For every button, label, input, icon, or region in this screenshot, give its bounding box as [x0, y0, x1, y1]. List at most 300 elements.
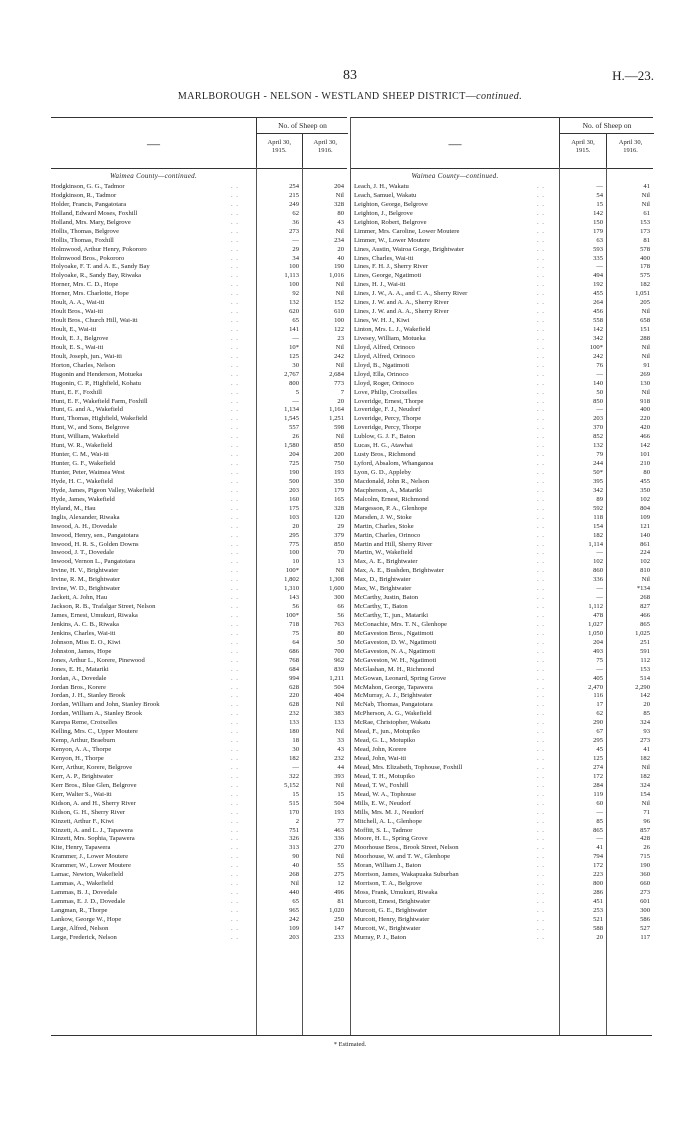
- table-row: [351, 317, 653, 326]
- leader-dots: . .: [231, 451, 239, 459]
- owner-name: Jordan, William and John, Stanley Brook: [51, 701, 160, 709]
- owner-name: Lloyd, B., Ngatimoti: [354, 361, 410, 369]
- sheep-1915: 109: [289, 924, 299, 932]
- sheep-1916: Nil: [641, 308, 650, 316]
- sheep-1916: 80: [643, 469, 650, 476]
- leader-dots: . .: [231, 361, 239, 369]
- table-row: [51, 809, 347, 818]
- leader-dots: . .: [537, 370, 545, 378]
- sheep-1915: 994: [289, 674, 299, 682]
- owner-name: Hoult, A. A., Wai-iti: [51, 299, 105, 307]
- owner-name: Horner, Mrs. C. D., Hope: [51, 281, 119, 289]
- owner-name: Hoult, E. J., Belgrove: [51, 334, 109, 342]
- sheep-1916: 154: [640, 790, 650, 798]
- sheep-1916: 122: [334, 326, 344, 333]
- sheep-1916: 1,025: [635, 629, 650, 637]
- sheep-1916: 12: [337, 880, 344, 888]
- sheep-1915: 451: [593, 898, 603, 905]
- owner-name: Kerr, Arthur, Korere, Belgrove: [51, 763, 133, 771]
- leader-dots: . .: [537, 915, 545, 923]
- sheep-1915: 182: [593, 531, 603, 539]
- leader-dots: . .: [537, 906, 545, 914]
- sheep-1916: Nil: [335, 290, 344, 298]
- sheep-1915: 370: [593, 424, 603, 432]
- table-row: [351, 621, 653, 630]
- sheep-1915: 75: [596, 656, 603, 664]
- owner-name: Lines, F. H. J., Sherry River: [354, 263, 428, 271]
- table-row: [51, 317, 347, 326]
- sheep-1916: Nil: [335, 781, 344, 789]
- leader-dots: . .: [231, 817, 239, 825]
- leader-dots: . .: [537, 540, 545, 548]
- leader-dots: . .: [231, 558, 239, 566]
- owner-name: Inwood, Henry, sen., Pangatotara: [51, 531, 139, 539]
- table-row: [351, 934, 653, 943]
- sheep-1915: 493: [593, 647, 603, 655]
- owner-name: Loveridge, Percy, Thorpe: [354, 415, 422, 423]
- table-row: [51, 210, 347, 219]
- sheep-1916: 220: [640, 415, 650, 423]
- leader-dots: . .: [231, 898, 239, 905]
- leader-dots: . .: [537, 424, 545, 432]
- sheep-1915: 100*: [589, 343, 603, 351]
- table-row: [351, 728, 653, 737]
- sheep-1915: 20: [596, 933, 603, 941]
- sheep-1916: 205: [640, 299, 650, 307]
- owner-name: Lloyd, Alfred, Orinoco: [354, 352, 415, 360]
- table-row: [351, 514, 653, 523]
- owner-name: Murcott, Ernest, Brightwater: [354, 898, 431, 905]
- sheep-1915: 494: [593, 272, 603, 280]
- sheep-1916: 80: [337, 209, 344, 217]
- sheep-1915: 215: [289, 191, 299, 199]
- table-row: [351, 308, 653, 317]
- sheep-1916: 504: [334, 799, 344, 807]
- owner-name: Krammer, J., Lower Moutere: [51, 853, 129, 861]
- table-row: [51, 728, 347, 737]
- sheep-1916: Nil: [335, 191, 344, 199]
- leader-dots: . .: [231, 326, 239, 333]
- sheep-1916: 233: [334, 933, 344, 941]
- owner-name: Hunt, G. and A., Wakefield: [51, 406, 123, 414]
- leader-dots: . .: [537, 308, 545, 316]
- sheep-1915: 232: [289, 710, 299, 718]
- sheep-1916: 400: [640, 254, 650, 262]
- sheep-1915: 190: [289, 469, 299, 476]
- sheep-1916: 193: [334, 469, 344, 476]
- table-row: [51, 675, 347, 684]
- leader-dots: . .: [537, 522, 545, 530]
- owner-name: Lines, Charles, Wai-iti: [354, 254, 414, 262]
- table-row: [351, 210, 653, 219]
- table-row: [351, 469, 653, 478]
- table-row: [51, 746, 347, 755]
- table-row: [51, 424, 347, 433]
- sheep-1915: 1,027: [588, 620, 603, 628]
- left-table-header: [51, 117, 347, 169]
- sheep-1916: 861: [640, 540, 650, 548]
- leader-dots: . .: [231, 183, 239, 190]
- sheep-1915: 64: [292, 638, 299, 646]
- owner-name: Irvine, R. M., Brightwater: [51, 576, 121, 584]
- sheep-1915: 1,134: [284, 406, 299, 414]
- sheep-1915: 768: [289, 656, 299, 664]
- sheep-1916: 251: [640, 638, 650, 646]
- sheep-1915: 100: [289, 263, 299, 271]
- sheep-1916: 234: [334, 236, 344, 244]
- sheep-1916: 130: [640, 379, 650, 387]
- table-row: [51, 916, 347, 925]
- leader-dots: . .: [231, 191, 239, 199]
- sheep-1915: 118: [593, 513, 603, 521]
- table-row: [51, 925, 347, 934]
- sheep-1916: 918: [640, 397, 650, 405]
- sheep-1916: 1,308: [329, 576, 344, 584]
- owner-name: Hodgkinson, R., Tadmor: [51, 191, 117, 199]
- header-april-1915: April 30, 1915.: [257, 134, 303, 168]
- owner-name: Margesson, P. A., Glenhope: [354, 504, 428, 512]
- table-row: [351, 255, 653, 264]
- sheep-1915: 141: [289, 326, 299, 333]
- owner-name: McPherson, A. G., Wakefield: [354, 710, 432, 718]
- sheep-1916: 466: [640, 433, 650, 441]
- owner-name: McGaveston Bros., Ngatimoti: [354, 629, 434, 637]
- owner-name: Hyde, James, Wakefield: [51, 495, 115, 503]
- leader-dots: . .: [231, 915, 239, 923]
- leader-dots: . .: [231, 290, 239, 298]
- leader-dots: . .: [537, 603, 545, 611]
- owner-name: Max, W., Brightwater: [354, 585, 412, 593]
- sheep-1915: 455: [593, 290, 603, 298]
- sheep-1915: 865: [593, 826, 603, 834]
- sheep-1915: —: [596, 370, 603, 378]
- table-row: [51, 934, 347, 943]
- leader-dots: . .: [231, 254, 239, 262]
- owner-name: Hyde, H. C., Wakefield: [51, 477, 113, 485]
- sheep-1916: 300: [334, 594, 344, 602]
- leader-dots: . .: [231, 889, 239, 897]
- leader-dots: . .: [231, 755, 239, 762]
- sheep-1916: 598: [334, 424, 344, 432]
- sheep-1916: 383: [334, 710, 344, 718]
- table-row: [351, 246, 653, 255]
- sheep-1916: 190: [334, 263, 344, 271]
- table-row: [51, 433, 347, 442]
- leader-dots: . .: [537, 701, 545, 709]
- leader-dots: . .: [231, 638, 239, 646]
- leader-dots: . .: [537, 272, 545, 280]
- sheep-1916: 71: [643, 808, 650, 816]
- sheep-1916: 121: [640, 522, 650, 530]
- owner-name: Marsden, J. W., Stoke: [354, 513, 412, 521]
- table-row: [351, 657, 653, 666]
- sheep-1916: 26: [643, 844, 650, 852]
- table-row: [51, 523, 347, 532]
- sheep-1916: Nil: [335, 281, 344, 289]
- sheep-1915: 1,113: [284, 272, 299, 280]
- table-row: [51, 460, 347, 469]
- table-row: [51, 853, 347, 862]
- leader-dots: . .: [231, 871, 239, 879]
- table-row: [351, 415, 653, 424]
- owner-name: Lines, Austin, Wairoa Gorge, Brightwater: [354, 245, 465, 253]
- sheep-1915: 10*: [289, 343, 299, 351]
- sheep-1916: 763: [334, 620, 344, 628]
- sheep-1915: 10: [292, 558, 299, 566]
- sheep-1916: 210: [640, 460, 650, 468]
- owner-name: Hollis, Thomas, Foxhill: [51, 236, 114, 244]
- sheep-1916: Nil: [641, 191, 650, 199]
- leader-dots: . .: [537, 254, 545, 262]
- sheep-1915: 800: [289, 379, 299, 387]
- table-row: [351, 639, 653, 648]
- sheep-1915: 628: [289, 683, 299, 691]
- sheep-1915: 220: [289, 692, 299, 700]
- leader-dots: . .: [537, 299, 545, 307]
- leader-dots: . .: [231, 594, 239, 602]
- table-row: [51, 648, 347, 657]
- sheep-1915: 125: [289, 352, 299, 360]
- table-row: [351, 791, 653, 800]
- table-row: [51, 201, 347, 210]
- owner-name: Hoult Bros., Church Hill, Wai-iti: [51, 317, 138, 325]
- leader-dots: . .: [537, 728, 545, 736]
- leader-dots: . .: [537, 477, 545, 485]
- owner-name: Langman, R., Thorpe: [51, 906, 108, 914]
- leader-dots: . .: [537, 549, 545, 557]
- sheep-1915: 588: [593, 924, 603, 932]
- owner-name: Lusty Bros., Richmond: [354, 451, 416, 459]
- table-row: [51, 308, 347, 317]
- leader-dots: . .: [231, 826, 239, 834]
- table-row: [351, 371, 653, 380]
- table-row: [51, 335, 347, 344]
- sheep-1915: 142: [593, 209, 603, 217]
- sheep-1915: 628: [289, 701, 299, 709]
- sheep-1916: 610: [334, 308, 344, 316]
- owner-name: Hunt, W. R., Wakefield: [51, 442, 113, 450]
- sheep-1915: 751: [289, 826, 299, 834]
- owner-name: Martin, W., Wakefield: [354, 549, 413, 557]
- sheep-1915: —: [596, 585, 603, 593]
- owner-name: Kidson, A. and H., Sherry River: [51, 799, 136, 807]
- owner-name: Kinzett, A. and L. J., Tapawera: [51, 826, 133, 834]
- sheep-1915: 273: [289, 227, 299, 235]
- leader-dots: . .: [537, 218, 545, 226]
- table-row: [351, 335, 653, 344]
- sheep-1916: 1,600: [329, 585, 344, 593]
- table-row: [351, 487, 653, 496]
- sheep-1915: 20: [292, 522, 299, 530]
- owner-name: Mead, John, Korere: [354, 746, 407, 754]
- sheep-1915: 103: [289, 513, 299, 521]
- leader-dots: . .: [537, 638, 545, 646]
- sheep-1916: 153: [640, 218, 650, 226]
- table-row: [351, 666, 653, 675]
- table-row: [351, 505, 653, 514]
- table-row: [51, 844, 347, 853]
- sheep-1916: 151: [640, 326, 650, 333]
- table-row: [51, 532, 347, 541]
- owner-name: Jordan, J. H., Stanley Brook: [51, 692, 126, 700]
- owner-name: McGlashan, M. H., Richmond: [354, 665, 435, 673]
- leader-dots: . .: [231, 629, 239, 637]
- leader-dots: . .: [537, 790, 545, 798]
- table-row: [51, 612, 347, 621]
- leader-dots: . .: [537, 674, 545, 682]
- sheep-1915: 17: [596, 701, 603, 709]
- sheep-1916: 2,290: [635, 683, 650, 691]
- owner-name: Macpherson, A., Matariki: [354, 486, 422, 494]
- sheep-1915: 242: [593, 352, 603, 360]
- sheep-1915: 170: [289, 808, 299, 816]
- sheep-1915: 335: [593, 254, 603, 262]
- table-row: [51, 290, 347, 299]
- table-row: [351, 299, 653, 308]
- table-row: [351, 406, 653, 415]
- owner-name: Holyoake, F. T. and A. E., Sandy Bay: [51, 263, 150, 271]
- page-number: 83: [343, 68, 357, 83]
- sheep-1916: 1,211: [329, 674, 344, 682]
- leader-dots: . .: [537, 665, 545, 673]
- owner-name: Kite, Henry, Tapawera: [51, 844, 111, 852]
- table-row: [51, 764, 347, 773]
- leader-dots: . .: [231, 835, 239, 843]
- leader-dots: . .: [231, 906, 239, 914]
- sheep-1916: 336: [334, 835, 344, 843]
- sheep-1916: Nil: [335, 567, 344, 575]
- table-row: [351, 532, 653, 541]
- sheep-1915: 342: [593, 334, 603, 342]
- sheep-1915: 26: [292, 433, 299, 441]
- owner-name: Max, A. E., Brightwater: [354, 558, 418, 566]
- sheep-1916: 804: [640, 504, 650, 512]
- sheep-1915: —: [292, 236, 299, 244]
- sheep-1915: 65: [292, 317, 299, 325]
- owner-name: Lammas, B. J., Dovedale: [51, 889, 118, 897]
- sheep-1916: 393: [334, 772, 344, 780]
- sheep-1915: 132: [289, 299, 299, 307]
- table-row: [51, 639, 347, 648]
- sheep-1916: 232: [334, 755, 344, 762]
- table-row: [51, 541, 347, 550]
- sheep-1915: 36: [292, 218, 299, 226]
- leader-dots: . .: [537, 558, 545, 566]
- sheep-1915: 56: [292, 603, 299, 611]
- sheep-1916: 514: [640, 674, 650, 682]
- leader-dots: . .: [231, 477, 239, 485]
- leader-dots: . .: [537, 620, 545, 628]
- table-row: [351, 326, 653, 335]
- table-row: [51, 684, 347, 693]
- sheep-1916: 850: [334, 442, 344, 450]
- table-row: [351, 853, 653, 862]
- table-row: [51, 755, 347, 764]
- sheep-1915: 116: [593, 692, 603, 700]
- leader-dots: . .: [231, 549, 239, 557]
- table-row: [351, 844, 653, 853]
- sheep-1915: 204: [289, 451, 299, 459]
- sheep-1916: 250: [334, 915, 344, 923]
- leader-dots: . .: [537, 209, 545, 217]
- owner-name: Kinzett, Arthur F., Kiwi: [51, 817, 114, 825]
- owner-name: Lankow, George W., Hope: [51, 915, 122, 923]
- owner-name: Kenyon, A. A., Thorpe: [51, 746, 112, 754]
- owner-name: Jordan, William A., Stanley Brook: [51, 710, 143, 718]
- owner-name: Hoult, Joseph, jun., Wai-iti: [51, 352, 122, 360]
- sheep-1916: 865: [640, 620, 650, 628]
- sheep-1916: 142: [640, 442, 650, 450]
- leader-dots: . .: [231, 853, 239, 861]
- sheep-1916: 586: [640, 915, 650, 923]
- owner-name: Large, Alfred, Nelson: [51, 924, 109, 932]
- leader-dots: . .: [231, 388, 239, 396]
- table-row: [51, 380, 347, 389]
- table-row: [351, 541, 653, 550]
- table-row: [351, 281, 653, 290]
- sheep-1915: 100*: [285, 567, 299, 575]
- leader-dots: . .: [537, 933, 545, 941]
- leader-dots: . .: [537, 567, 545, 575]
- owner-name: Hunter, Peter, Waimea West: [51, 469, 125, 476]
- sheep-1916: 193: [334, 808, 344, 816]
- owner-name: Inwood, H. R. S., Golden Downs: [51, 540, 139, 548]
- header-april-1916: April 30, 1916.: [313, 139, 337, 154]
- leader-dots: . .: [231, 603, 239, 611]
- leader-dots: . .: [537, 343, 545, 351]
- leader-dots: . .: [537, 460, 545, 468]
- leader-dots: . .: [537, 513, 545, 521]
- sheep-1916: 56: [337, 612, 344, 619]
- leader-dots: . .: [231, 647, 239, 655]
- owner-name: McCarthy, Justin, Baton: [354, 594, 419, 602]
- table-row: [351, 630, 653, 639]
- table-row: [351, 648, 653, 657]
- leader-dots: . .: [537, 397, 545, 405]
- owner-name: Mead, G. L., Motupiko: [354, 737, 416, 745]
- sheep-1915: —: [596, 183, 603, 190]
- table-row: [351, 818, 653, 827]
- sheep-1916: 827: [640, 603, 650, 611]
- leader-dots: . .: [537, 710, 545, 718]
- sheep-1915: 154: [593, 522, 603, 530]
- owner-name: Holder, Francis, Pangatotara: [51, 200, 127, 208]
- sheep-1916: 147: [334, 924, 344, 932]
- table-row: [351, 603, 653, 612]
- owner-name: Morrison, T. A., Belgrove: [354, 880, 423, 888]
- leader-dots: . .: [231, 218, 239, 226]
- sheep-1915: 440: [289, 889, 299, 897]
- sheep-1916: 496: [334, 889, 344, 897]
- leader-dots: . .: [537, 844, 545, 852]
- sheep-1916: 269: [640, 370, 650, 378]
- sheep-1916: 15: [337, 790, 344, 798]
- leader-dots: . .: [537, 236, 545, 244]
- table-row: [351, 684, 653, 693]
- sheep-1916: 204: [334, 183, 344, 190]
- owner-name: Hoult, E., Wai-iti: [51, 326, 97, 333]
- sheep-1916: 275: [334, 871, 344, 879]
- sheep-1915: 41: [596, 844, 603, 852]
- owner-name: Hunt, E. F., Wakefield Farm, Foxhill: [51, 397, 148, 405]
- sheep-1915: 75: [292, 629, 299, 637]
- owner-name: Holyoake, R., Sandy Bay, Riwaka: [51, 272, 142, 280]
- table-row: [51, 451, 347, 460]
- table-row: [51, 630, 347, 639]
- owner-name: Moorhouse, W. and T. W., Glenhope: [354, 853, 451, 861]
- sheep-1915: 143: [289, 594, 299, 602]
- table-row: [51, 246, 347, 255]
